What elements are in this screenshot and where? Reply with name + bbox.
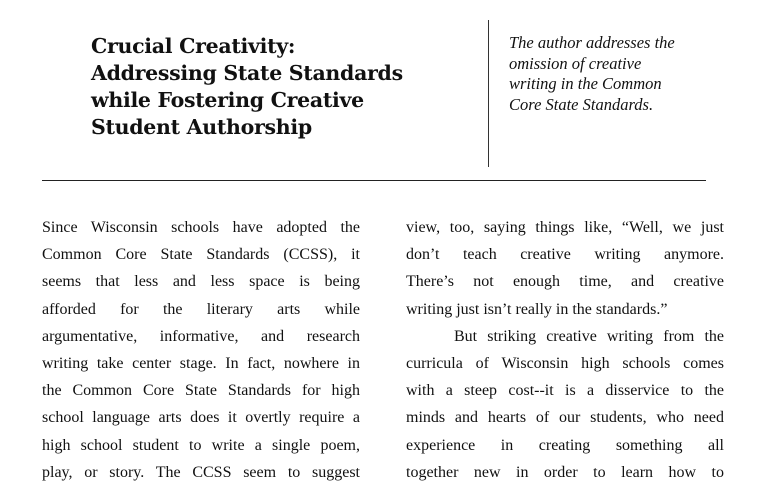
text-line: argumentative, informative, and research [42, 327, 360, 345]
text-line: But striking creative writing from the [454, 327, 724, 345]
text-line: high school student to write a single poem, [42, 436, 360, 454]
text-line: writing take center stage. In fact, nowhere in [42, 354, 360, 372]
article-abstract [509, 33, 749, 115]
text-line: play, or story. The CCSS seem to suggest [42, 463, 360, 481]
article-title [91, 33, 461, 141]
vertical-divider [488, 20, 489, 167]
abstract-line: Core State Standards. [509, 94, 654, 114]
text-line: together new in order to learn how to [406, 463, 724, 481]
title-line: Crucial Creativity: [91, 34, 296, 58]
title-line: Student Authorship [91, 115, 312, 139]
right-column [406, 214, 724, 486]
text-line: Since Wisconsin schools have adopted the [42, 219, 360, 236]
abstract-line: omission of creative [509, 53, 642, 73]
text-line: afforded for the literary arts while [42, 300, 360, 318]
text-line: with a steep cost--it is a disservice to the [406, 382, 724, 400]
text-line: the Common Core State Standards for high [42, 382, 360, 400]
horizontal-divider [42, 180, 706, 181]
text-line: don’t teach creative writing anymore. [406, 246, 724, 264]
title-line: while Fostering Creative [91, 88, 364, 112]
text-line: There’s not enough time, and creative [406, 273, 724, 291]
text-line: writing just isn’t really in the standards.” [406, 300, 668, 318]
title-line: Addressing State Standards [91, 61, 403, 85]
text-line: view, too, saying things like, “Well, we just [406, 219, 724, 236]
text-line: minds and hearts of our students, who need [406, 409, 724, 427]
text-line: experience in creating something all [406, 436, 724, 454]
abstract-line: writing in the Common [509, 74, 662, 93]
text-line: curricula of Wisconsin high schools comes [406, 354, 724, 372]
text-line: seems that less and less space is being [42, 273, 360, 291]
left-column [42, 214, 360, 486]
abstract-line: The author addresses the [509, 33, 675, 52]
text-line: Common Core State Standards (CCSS), it [42, 246, 360, 264]
text-line: school language arts does it overtly require a [42, 409, 360, 427]
